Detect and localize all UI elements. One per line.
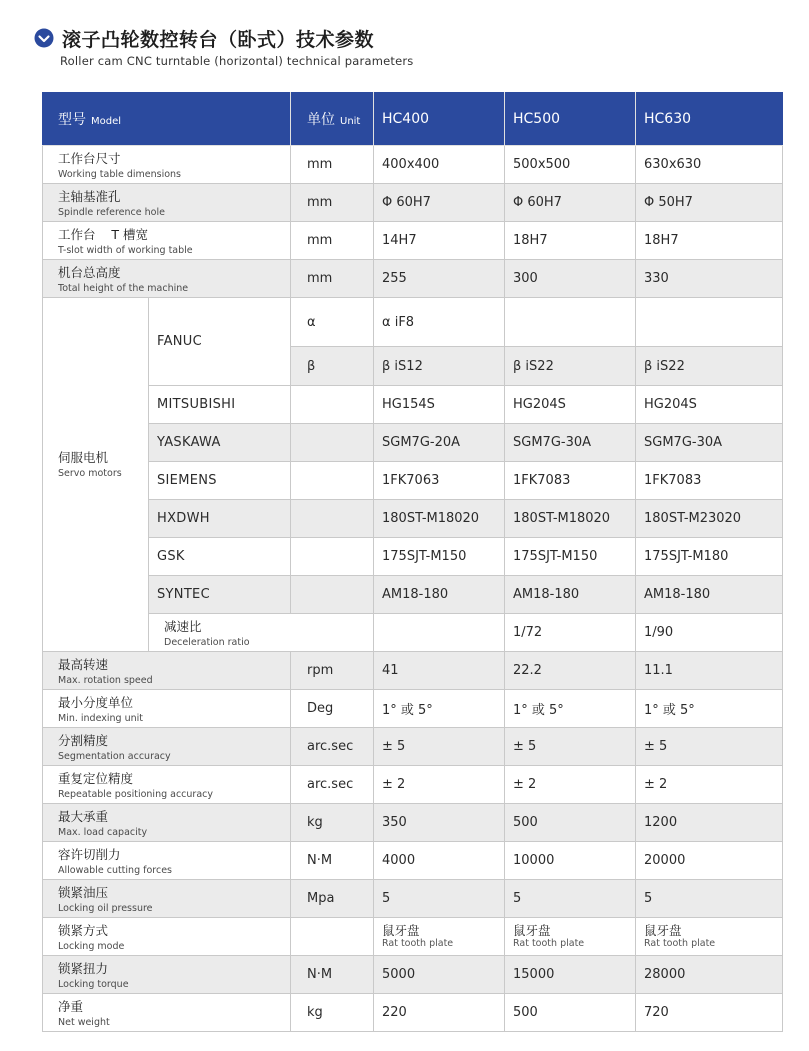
row-value: ± 5 <box>636 728 783 766</box>
row-value: 300 <box>505 260 636 298</box>
row-value: 175SJT-M180 <box>636 538 783 576</box>
row-label <box>43 804 291 842</box>
row-value: β iS12 <box>374 347 505 386</box>
row-unit: mm <box>291 222 374 260</box>
row-label-en: Spindle reference hole <box>58 206 165 218</box>
table-row <box>43 728 783 766</box>
row-value: ± 5 <box>505 728 636 766</box>
row-value: SGM7G-30A <box>505 424 636 462</box>
row-unit: α <box>291 298 374 347</box>
page-header <box>34 24 774 74</box>
check-circle-icon <box>34 28 54 48</box>
row-label-cn: 容许切削力 <box>58 846 121 862</box>
row-unit: Mpa <box>291 880 374 918</box>
row-unit: β <box>291 347 374 386</box>
row-label-en: Locking oil pressure <box>58 902 153 914</box>
table-row <box>43 956 783 994</box>
servo-row <box>43 386 783 424</box>
row-value: 1° 或 5° <box>505 690 636 728</box>
row-value <box>636 918 783 956</box>
row-value: 28000 <box>636 956 783 994</box>
table-row <box>43 804 783 842</box>
row-label-cn: 工作台 T 槽宽 <box>58 226 149 242</box>
page-title: 滚子凸轮数控转台（卧式）技术参数 <box>62 29 375 51</box>
row-label <box>43 956 291 994</box>
row-value: 10000 <box>505 842 636 880</box>
row-unit: mm <box>291 184 374 222</box>
row-label-cn: 减速比 <box>164 618 202 634</box>
row-value: 1/90 <box>636 614 783 652</box>
unit-header <box>291 93 374 146</box>
table-row <box>43 260 783 298</box>
servo-label-cn: 伺服电机 <box>58 449 109 465</box>
row-label-en: Net weight <box>58 1016 110 1028</box>
row-value: 5 <box>636 880 783 918</box>
row-value: 180ST-M23020 <box>636 500 783 538</box>
row-value-en: Rat tooth plate <box>382 938 454 949</box>
row-value: 500 <box>505 804 636 842</box>
row-value <box>505 298 636 347</box>
row-value: ± 2 <box>505 766 636 804</box>
row-label-cn: 分割精度 <box>58 732 109 748</box>
row-value: AM18-180 <box>636 576 783 614</box>
row-label-en: Max. load capacity <box>58 826 148 838</box>
row-value: 1FK7063 <box>374 462 505 500</box>
row-unit: mm <box>291 260 374 298</box>
row-value <box>374 918 505 956</box>
row-value: 20000 <box>636 842 783 880</box>
servo-row-fanuc-alpha <box>43 298 783 347</box>
row-label <box>43 842 291 880</box>
row-label-en: Locking mode <box>58 940 125 952</box>
row-value: β iS22 <box>505 347 636 386</box>
row-value-cn: 鼠牙盘 <box>382 923 420 938</box>
row-value: 18H7 <box>505 222 636 260</box>
row-label-cn: 主轴基准孔 <box>58 188 121 204</box>
row-unit <box>291 424 374 462</box>
brand-name: HXDWH <box>149 500 291 538</box>
row-value: 350 <box>374 804 505 842</box>
model-header <box>43 93 291 146</box>
row-value: HG204S <box>636 386 783 424</box>
servo-label <box>43 298 149 652</box>
row-value: AM18-180 <box>374 576 505 614</box>
row-label-cn: 机台总高度 <box>58 264 121 280</box>
brand-name: MITSUBISHI <box>149 386 291 424</box>
brand-name: GSK <box>149 538 291 576</box>
row-value: 500x500 <box>505 146 636 184</box>
servo-row <box>43 538 783 576</box>
row-label-cn: 最高转速 <box>58 656 109 672</box>
row-value: ± 2 <box>636 766 783 804</box>
servo-label-en: Servo motors <box>58 467 122 479</box>
row-value: Φ 60H7 <box>374 184 505 222</box>
row-value: 5000 <box>374 956 505 994</box>
row-label <box>43 994 291 1032</box>
table-header-row <box>43 93 783 146</box>
row-label <box>43 880 291 918</box>
model-header-cn: 型号 <box>58 112 86 128</box>
row-label <box>43 222 291 260</box>
row-value: 1FK7083 <box>636 462 783 500</box>
table-row <box>43 918 783 956</box>
row-label <box>43 652 291 690</box>
row-value: 1° 或 5° <box>636 690 783 728</box>
row-unit: mm <box>291 146 374 184</box>
row-label-en: Max. rotation speed <box>58 674 153 686</box>
row-value: 11.1 <box>636 652 783 690</box>
row-value: 720 <box>636 994 783 1032</box>
row-label <box>43 260 291 298</box>
table-row <box>43 222 783 260</box>
row-value: 14H7 <box>374 222 505 260</box>
row-label-en: Segmentation accuracy <box>58 750 171 762</box>
row-value: α iF8 <box>374 298 505 347</box>
row-label <box>43 690 291 728</box>
row-label-cn: 最大承重 <box>58 808 109 824</box>
row-unit <box>291 538 374 576</box>
row-value: 180ST-M18020 <box>505 500 636 538</box>
row-value: ± 2 <box>374 766 505 804</box>
row-label-en: Working table dimensions <box>58 168 182 180</box>
row-label-cn: 工作台尺寸 <box>58 150 121 166</box>
model-header-en: Model <box>91 116 122 127</box>
row-value: 630x630 <box>636 146 783 184</box>
table-row <box>43 766 783 804</box>
row-value: 15000 <box>505 956 636 994</box>
row-value: 1200 <box>636 804 783 842</box>
row-unit: arc.sec <box>291 766 374 804</box>
row-unit: kg <box>291 804 374 842</box>
row-label-en: Locking torque <box>58 978 129 990</box>
row-value: 1FK7083 <box>505 462 636 500</box>
row-value: 175SJT-M150 <box>505 538 636 576</box>
row-label-cn: 锁紧方式 <box>58 922 109 938</box>
row-unit <box>291 386 374 424</box>
row-value: 4000 <box>374 842 505 880</box>
table-row <box>43 614 783 652</box>
row-value-en: Rat tooth plate <box>513 938 585 949</box>
row-value: 175SJT-M150 <box>374 538 505 576</box>
row-label-en: Total height of the machine <box>58 282 189 294</box>
brand-name: SYNTEC <box>149 576 291 614</box>
row-label-en: Deceleration ratio <box>164 636 250 648</box>
row-label <box>149 614 374 652</box>
servo-row <box>43 462 783 500</box>
unit-header-en: Unit <box>340 116 361 127</box>
row-value-cn: 鼠牙盘 <box>513 923 551 938</box>
brand-fanuc: FANUC <box>149 298 291 386</box>
model-column-header: HC630 <box>636 93 783 146</box>
row-label <box>43 146 291 184</box>
table-row <box>43 146 783 184</box>
row-label-cn: 重复定位精度 <box>58 770 134 786</box>
row-unit: N·M <box>291 842 374 880</box>
row-value: 220 <box>374 994 505 1032</box>
row-value: Φ 50H7 <box>636 184 783 222</box>
table-row <box>43 690 783 728</box>
row-unit: Deg <box>291 690 374 728</box>
row-label <box>43 918 291 956</box>
row-label-cn: 净重 <box>58 998 84 1014</box>
row-value: SGM7G-20A <box>374 424 505 462</box>
row-value <box>505 918 636 956</box>
row-unit <box>291 918 374 956</box>
row-value: 255 <box>374 260 505 298</box>
row-value: 5 <box>505 880 636 918</box>
row-unit: N·M <box>291 956 374 994</box>
servo-row <box>43 500 783 538</box>
row-value: 41 <box>374 652 505 690</box>
row-value: 180ST-M18020 <box>374 500 505 538</box>
row-value: 5 <box>374 880 505 918</box>
row-label <box>43 728 291 766</box>
row-label-en: Allowable cutting forces <box>58 864 172 876</box>
table-row <box>43 184 783 222</box>
row-value: 22.2 <box>505 652 636 690</box>
table-row <box>43 842 783 880</box>
model-column-header: HC500 <box>505 93 636 146</box>
row-value-cn: 鼠牙盘 <box>644 923 682 938</box>
row-value: 330 <box>636 260 783 298</box>
page-subtitle: Roller cam CNC turntable (horizontal) technical parameters <box>60 54 414 68</box>
servo-row <box>43 424 783 462</box>
model-column-header: HC400 <box>374 93 505 146</box>
row-value: AM18-180 <box>505 576 636 614</box>
row-value: 18H7 <box>636 222 783 260</box>
row-value: 1° 或 5° <box>374 690 505 728</box>
row-value: ± 5 <box>374 728 505 766</box>
row-value: 500 <box>505 994 636 1032</box>
row-unit <box>291 500 374 538</box>
row-value: 1/72 <box>505 614 636 652</box>
row-value: β iS22 <box>636 347 783 386</box>
brand-name: SIEMENS <box>149 462 291 500</box>
row-label <box>43 184 291 222</box>
row-value: 400x400 <box>374 146 505 184</box>
row-value: Φ 60H7 <box>505 184 636 222</box>
row-label-en: Min. indexing unit <box>58 712 144 724</box>
row-value: SGM7G-30A <box>636 424 783 462</box>
row-label <box>43 766 291 804</box>
row-unit <box>374 614 505 652</box>
spec-table <box>42 92 783 1032</box>
row-label-cn: 最小分度单位 <box>58 694 134 710</box>
row-unit <box>291 462 374 500</box>
row-unit: arc.sec <box>291 728 374 766</box>
row-value <box>636 298 783 347</box>
table-row <box>43 994 783 1032</box>
unit-header-cn: 单位 <box>307 112 335 128</box>
row-unit <box>291 576 374 614</box>
brand-name: YASKAWA <box>149 424 291 462</box>
row-value: HG204S <box>505 386 636 424</box>
row-value-en: Rat tooth plate <box>644 938 716 949</box>
row-label-cn: 锁紧油压 <box>58 884 109 900</box>
servo-row <box>43 576 783 614</box>
row-label-en: Repeatable positioning accuracy <box>58 788 213 800</box>
table-row <box>43 880 783 918</box>
row-unit: rpm <box>291 652 374 690</box>
row-label-en: T-slot width of working table <box>58 244 193 256</box>
row-unit: kg <box>291 994 374 1032</box>
row-value: HG154S <box>374 386 505 424</box>
row-label-cn: 锁紧扭力 <box>58 960 109 976</box>
table-row <box>43 652 783 690</box>
